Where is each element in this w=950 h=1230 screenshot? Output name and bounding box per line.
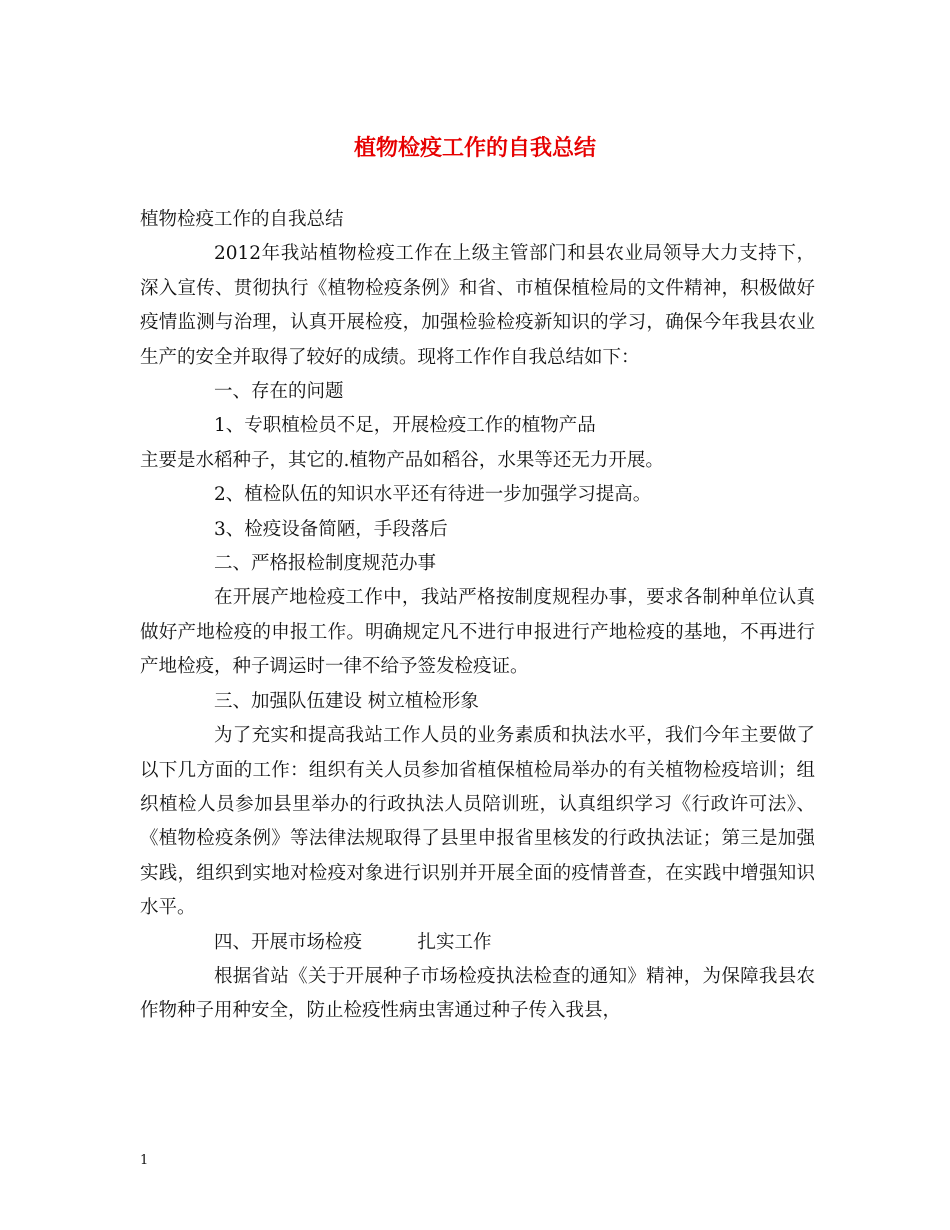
paragraph-intro: 2012年我站植物检疫工作在上级主管部门和县农业局领导大力支持下，深入宣传、贯彻执行《植物检疫条例》和省、市植保植检局的文件精神，积极做好疫情监测与治理，认真开展检疫，加强检验检疫新知识的学习，确保今年我县农业生产的安全并取得了较好的成绩。现将工作作自我总结如下：	[140, 243, 815, 368]
list-item-1: 1、专职植检员不足，开展检疫工作的植物产品	[214, 415, 596, 437]
paragraph-section-2: 在开展产地检疫工作中，我站严格按制度规程办事，要求各制种单位认真做好产地检疫的申报工作。明确规定凡不进行申报进行产地检疫的基地，不再进行产地检疫，种子调运时一律不给予签发检疫证。	[140, 587, 815, 678]
section-heading-4: 四、开展市场检疫 扎实工作	[214, 931, 492, 953]
paragraph-section-3: 为了充实和提高我站工作人员的业务素质和执法水平，我们今年主要做了以下几方面的工作：组织有关人员参加省植保植检局举办的有关植物检疫培训；组织植检人员参加县里举办的行政执法人员陪训班，认真组织学习《行政许可法》、《植物检疫条例》等法律法规取得了县里申报省里核发的行政执法证；第三是加强实践，组织到实地对检疫对象进行识别并开展全面的疫情普查，在实践中增强知识水平。	[140, 725, 815, 919]
paragraph-heading: 植物检疫工作的自我总结	[140, 209, 344, 230]
paragraph-section-4: 根据省站《关于开展种子市场检疫执法检查的通知》精神，为保障我县农作物种子用种安全，防止检疫性病虫害通过种子传入我县，	[140, 965, 815, 1022]
section-heading-1: 一、存在的问题	[214, 381, 344, 403]
document-title: 植物检疫工作的自我总结	[353, 135, 596, 161]
list-item-3: 3、检疫设备简陋，手段落后	[214, 518, 448, 540]
page-number: 1	[140, 1153, 149, 1168]
section-heading-3: 三、加强队伍建设 树立植检形象	[214, 690, 479, 712]
document-body	[140, 203, 815, 1029]
list-item-1-continued: 主要是水稻种子，其它的.植物产品如稻谷，水果等还无力开展。	[140, 449, 664, 471]
list-item-2: 2、植检队伍的知识水平还有待进一步加强学习提高。	[214, 484, 652, 506]
section-heading-2: 二、严格报检制度规范办事	[214, 553, 437, 575]
